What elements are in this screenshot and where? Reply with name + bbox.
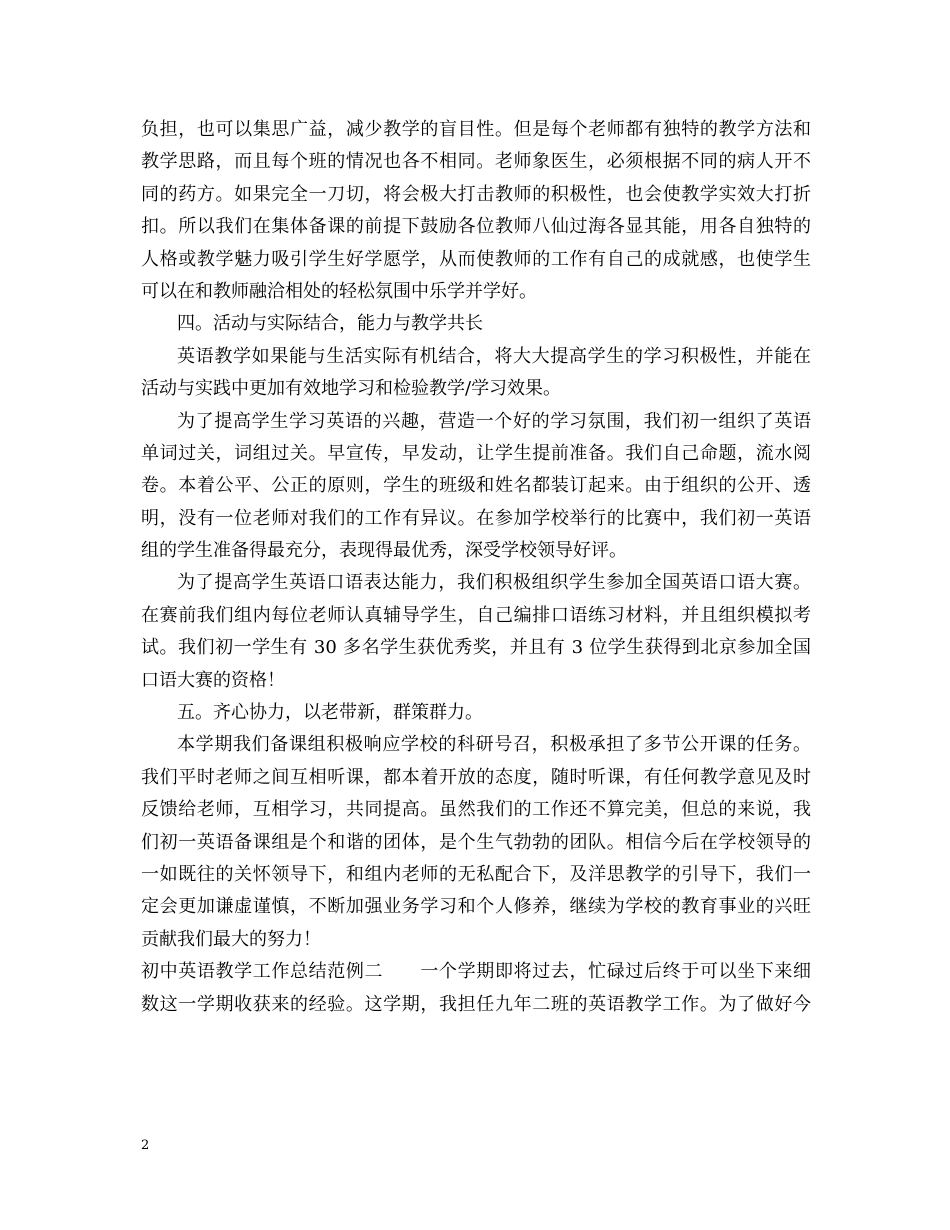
text-line: 可以在和教师融洽相处的轻松氛围中乐学并学好。	[141, 280, 537, 302]
text-line: 试。我们初一学生有 30 多名学生获优秀奖，并且有 3 位学生获得到北京参加全国	[141, 637, 811, 659]
text-line: 我们平时老师之间互相听课，都本着开放的态度，随时听课，有任何教学意见及时	[141, 766, 811, 788]
text-line: 口语大赛的资格！	[141, 669, 285, 691]
text-line: 们初一英语备课组是个和谐的团体，是个生气勃勃的团队。相信今后在学校领导的	[141, 831, 811, 853]
text-line: 卷。本着公平、公正的原则，学生的班级和姓名都装订起来。由于组织的公开、透	[141, 475, 811, 497]
text-line: 为了提高学生英语口语表达能力，我们积极组织学生参加全国英语口语大赛。	[177, 572, 811, 594]
text-line: 人格或教学魅力吸引学生好学愿学，从而使教师的工作有自己的成就感，也使学生	[141, 248, 811, 270]
text-line: 贡献我们最大的努力！	[141, 928, 321, 950]
text-line: 一如既往的关怀领导下，和组内老师的无私配合下，及洋思教学的引导下，我们一	[141, 863, 811, 885]
text-line: 反馈给老师，互相学习，共同提高。虽然我们的工作还不算完美，但总的来说，我	[141, 799, 811, 821]
text-line: 扣。所以我们在集体备课的前提下鼓励各位教师八仙过海各显其能，用各自独特的	[141, 216, 811, 238]
text-line: 负担，也可以集思广益，减少教学的盲目性。但是每个老师都有独特的教学方法和	[141, 119, 811, 140]
text-line: 同的药方。如果完全一刀切，将会极大打击教师的积极性，也会使教学实效大打折	[141, 183, 811, 205]
text-line: 初中英语教学工作总结范例二 一个学期即将过去，忙碌过后终于可以坐下来细	[141, 961, 811, 983]
text-line: 数这一学期收获来的经验。这学期，我担任九年二班的英语教学工作。为了做好今	[141, 993, 811, 1015]
text-line: 在赛前我们组内每位老师认真辅导学生，自己编排口语练习材料，并且组织模拟考	[141, 604, 811, 626]
text-line: 四。活动与实际结合，能力与教学共长	[177, 313, 483, 335]
body-text	[141, 114, 811, 1021]
text-line: 明，没有一位老师对我们的工作有异议。在参加学校举行的比赛中，我们初一英语	[141, 507, 811, 529]
text-line: 为了提高学生学习英语的兴趣，营造一个好的学习氛围，我们初一组织了英语	[177, 410, 811, 432]
text-line: 活动与实践中更加有效地学习和检验教学/学习效果。	[141, 378, 562, 400]
text-line: 五。齐心协力，以老带新，群策群力。	[177, 702, 483, 724]
text-line: 英语教学如果能与生活实际有机结合，将大大提高学生的学习积极性，并能在	[177, 345, 811, 367]
text-line: 教学思路，而且每个班的情况也各不相同。老师象医生，必须根据不同的病人开不	[141, 151, 811, 173]
text-line: 本学期我们备课组积极响应学校的科研号召，积极承担了多节公开课的任务。	[177, 734, 811, 756]
text-line: 定会更加谦虚谨慎，不断加强业务学习和个人修养，继续为学校的教育事业的兴旺	[141, 896, 811, 918]
text-line: 组的学生准备得最充分，表现得最优秀，深受学校领导好评。	[141, 540, 627, 562]
page-number: 2	[141, 1138, 150, 1153]
text-line: 单词过关，词组过关。早宣传，早发动，让学生提前准备。我们自己命题，流水阅	[141, 442, 811, 464]
